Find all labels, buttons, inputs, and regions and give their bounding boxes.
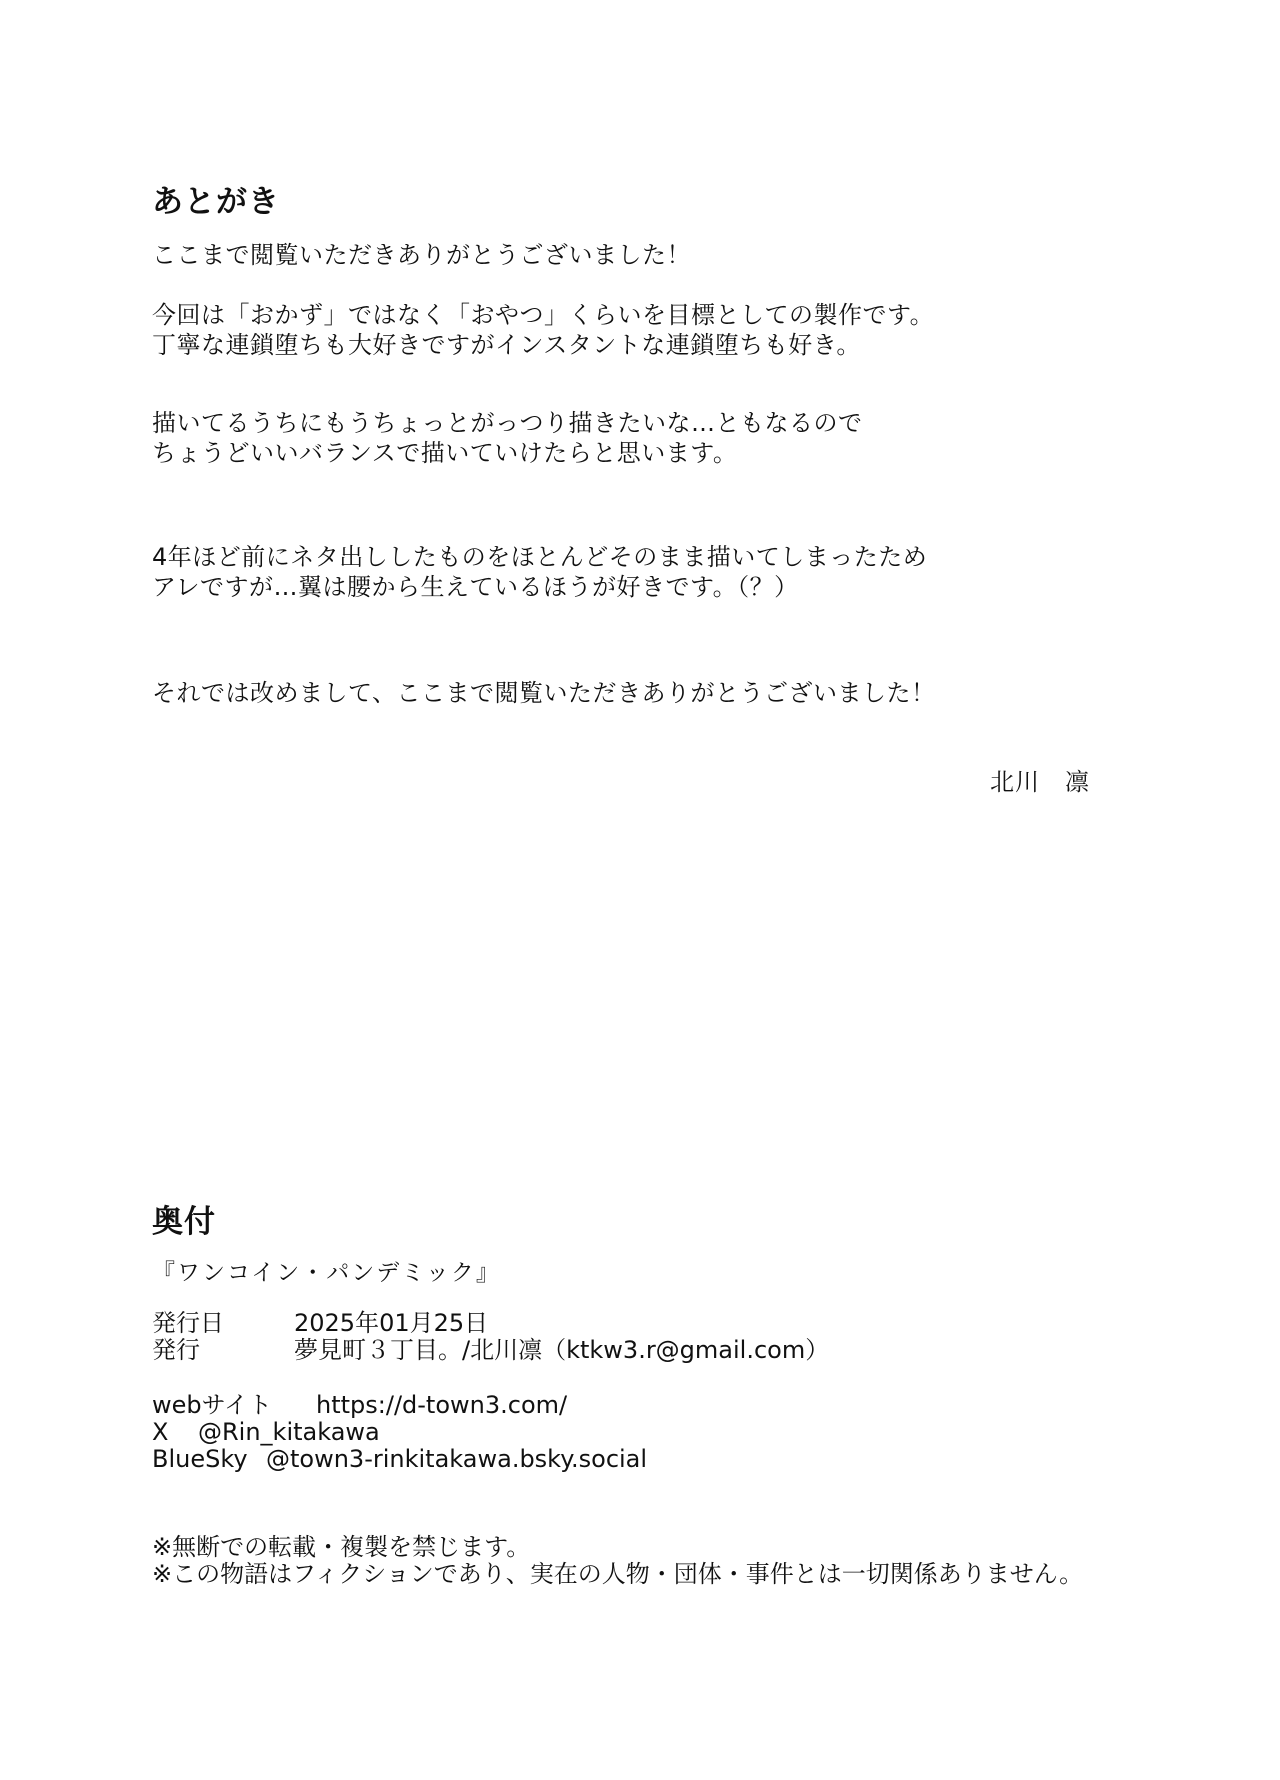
afterword-title: あとがき: [152, 184, 280, 220]
website-row: [152, 1392, 647, 1419]
colophon-title: 奥付: [152, 1204, 216, 1240]
legal-notices: [152, 1534, 1083, 1588]
contact-links: [152, 1392, 647, 1473]
website-link[interactable]: https://d-town3.com/: [316, 1391, 568, 1419]
paragraph-line: 今回は「おかず」ではなく「おやつ」くらいを目標としての製作です。: [152, 301, 935, 329]
paragraph-line: ちょうどいいバランスで描いていけたらと思います。: [152, 439, 738, 467]
paragraph-line: 描いてるうちにもうちょっとがっつり描きたいな…ともなるので: [152, 409, 863, 437]
afterword-paragraph-5: [152, 678, 936, 708]
publication-date-row: [152, 1310, 829, 1337]
afterword-paragraph-2: [152, 300, 934, 360]
publisher-value: 夢見町３丁目。/北川凛（ktkw3.r@gmail.com）: [294, 1336, 830, 1364]
publisher-row: [152, 1337, 829, 1364]
bluesky-handle[interactable]: @town3-rinkitakawa.bsky.social: [266, 1445, 648, 1473]
bluesky-label: BlueSky: [152, 1445, 248, 1473]
paragraph-line: 4年ほど前にネタ出ししたものをほとんどそのまま描いてしまったため: [152, 543, 928, 571]
x-handle[interactable]: @Rin_kitakawa: [198, 1418, 380, 1446]
book-title: 『ワンコイン・パンデミック』: [152, 1260, 501, 1286]
author-signature: 北川 凛: [990, 768, 1090, 796]
website-label: webサイト: [152, 1391, 272, 1419]
bluesky-account-row: [152, 1446, 647, 1473]
afterword-paragraph-1: [152, 240, 691, 270]
x-account-row: [152, 1419, 647, 1446]
afterword-paragraph-3: [152, 408, 863, 468]
afterword-paragraph-4: [152, 542, 927, 602]
notice-line: ※無断での転載・複製を禁じます。: [152, 1533, 531, 1561]
paragraph-line: ここまで閲覧いただきありがとうございました！: [152, 241, 691, 269]
publication-date-value: 2025年01月25日: [294, 1309, 489, 1337]
paragraph-line: それでは改めまして、ここまで閲覧いただきありがとうございました！: [152, 679, 936, 707]
paragraph-line: 丁寧な連鎖堕ちも大好きですがインスタントな連鎖堕ちも好き。: [152, 331, 861, 359]
publisher-label: 発行: [152, 1336, 200, 1364]
publication-info: [152, 1310, 829, 1364]
x-label: X: [152, 1418, 169, 1446]
publication-date-label: 発行日: [152, 1309, 224, 1337]
paragraph-line: アレですが…翼は腰から生えているほうが好きです。（？）: [152, 573, 799, 601]
notice-line: ※この物語はフィクションであり、実在の人物・団体・事件とは一切関係ありません。: [152, 1560, 1084, 1588]
